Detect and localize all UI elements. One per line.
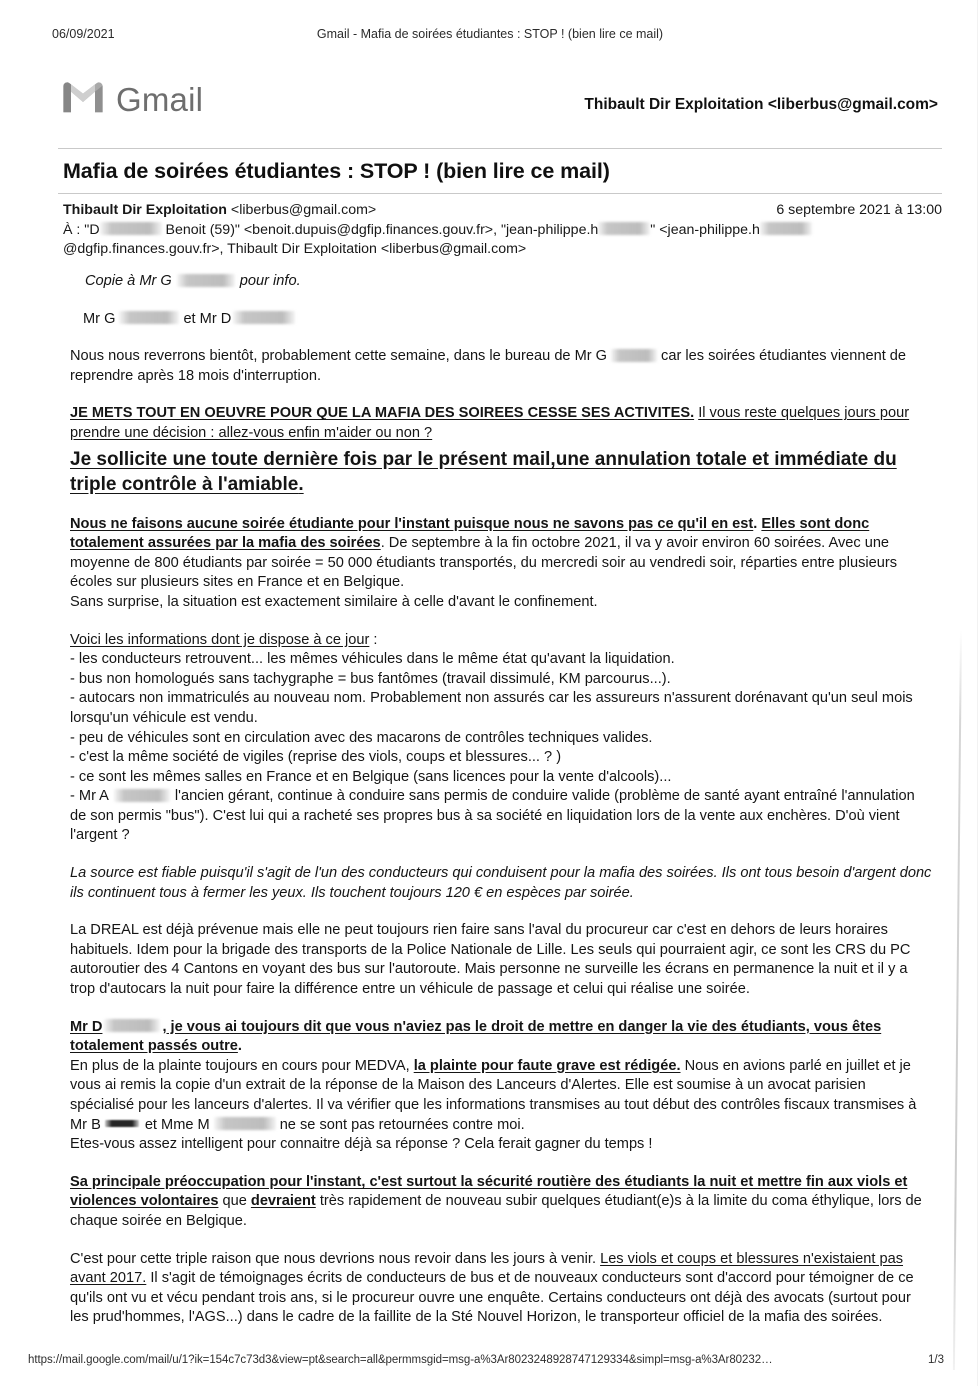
- redaction-block: [114, 789, 170, 802]
- paragraph-reunion-b: car les soirées étudiantes viennent de reprendre après 18 mois d'interruption.: [70, 348, 907, 384]
- paragraph-plainte: [70, 1057, 932, 1135]
- paragraph-dreal: La DREAL est déjà prévenue mais elle ne peut toujours rien faire sans l'aval du procureur car c'est en dehors de leurs horaires habituels. Idem pour la brigade des transports de la Police Nationale de Lille. Les seuls qui pourraient agir, ce sont les CRS du PC autoroutier des 4 Cantons en voyant des bus sur l'autoroute. Mais personne ne surveille les écrans en permanence la nuit et il y a trop d'autocars la nuit pour faire la différence entre un véhicule de passage et celui qui réalise une soirée.: [70, 922, 911, 998]
- paragraph-demande-annulation: [70, 447, 932, 497]
- paragraph-reunion-a: Nous nous reverrons bientôt, probablement cette semaine, dans le bureau de Mr G: [70, 348, 608, 365]
- redaction-block: [611, 349, 657, 362]
- to-prefix: À : "D: [63, 221, 100, 238]
- salutation-pre: Mr G: [83, 310, 116, 327]
- preoccupation-underlined: Sa principale préoccupation pour l'instant, c'est surtout la sécurité routière des étudiants la nuit et mettre fin aux viols et violences volontaires: [70, 1173, 908, 1210]
- gmail-m-logo-icon: [60, 78, 106, 119]
- statement-oeuvre: JE METS TOUT EN OEUVRE POUR QUE LA MAFIA DES SOIREES CESSE SES ACTIVITES.: [70, 405, 695, 422]
- mr-d-statement: , je vous ai toujours dit que vous n'aviez pas le droit de mettre en danger la vie des étudiants, vous êtes totalement passés outre: [70, 1018, 882, 1055]
- salutation-mid: et Mr D: [183, 310, 232, 327]
- list-intro: [70, 631, 932, 651]
- gmail-logo: [60, 78, 203, 119]
- paragraph-sans-surprise: Sans surprise, la situation est exactement similaire à celle d'avant le confinement.: [70, 593, 598, 610]
- mr-d-pre: Mr D: [70, 1018, 103, 1035]
- paragraph-mise-en-danger: [70, 1018, 932, 1057]
- copy-notice-pre: Copie à Mr G: [85, 273, 172, 289]
- demande-part-a: Je sollicite une toute dernière fois par le présent mail,: [70, 448, 556, 470]
- redaction-block: [104, 1019, 160, 1032]
- list-item-mr-a-pre: - Mr A: [70, 788, 109, 805]
- claim-rest: . De septembre à la fin octobre 2021, il va y avoir environ 60 soirées. Avec une moyenne de 800 étudiants par soirée = 50 000 étudiants transportés, du mercredi soir au vendredi soir, réparties entre plusieurs écoles sur plusieurs sites en France et en Belgique.: [70, 535, 898, 591]
- print-date: 06/09/2021: [52, 27, 115, 41]
- paragraph-soirees-assurees: [70, 515, 932, 593]
- paragraph-reunion: [70, 347, 932, 386]
- preoccupation-devraient: devraient: [250, 1193, 316, 1210]
- gmail-brand-bar: [0, 78, 980, 124]
- claim-aucune-soiree: Nous ne faisons aucune soirée étudiante pour l'instant puisque nous ne savons pas ce qu'il en est: [70, 515, 754, 532]
- list-item: [70, 787, 932, 846]
- source-url: https://mail.google.com/mail/u/1?ik=154c7c73d3&view=pt&search=all&permmsgid=msg-a%3Ar8023248928747129334&simpl=msg-a%3Ar80232…: [28, 1354, 773, 1366]
- triple-raison-a: C'est pour cette triple raison que nous devrions nous revoir dans les jours à venir.: [70, 1250, 597, 1267]
- gmail-wordmark: Gmail: [116, 81, 204, 118]
- list-item-mr-a-post: l'ancien gérant, continue à conduire sans permis de conduire valide (problème de santé ayant entraîné l'annulation de son permis "bus"). C'est lui qui a racheté ses propres bus à sa société en liquidation lors de la vente aux enchères. D'où vient l'argent ?: [70, 788, 915, 844]
- redaction-block: [760, 222, 812, 235]
- to-part-2: " <jean-philippe.h: [650, 221, 760, 238]
- account-identity: Thibault Dir Exploitation <liberbus@gmail.com>: [584, 96, 938, 113]
- triple-raison-b: Il s'agit de témoignages écrits de conducteurs de bus et de nouveaux conducteurs sont d'accord pour témoigner de ce qu'ils ont vu et vécu pendant trois ans, si le procureur ouvre une enquête. Certains conducteurs ont déjà des avocats (surtout pour les prud'hommes, l'AGS...) dans le cadre de la faillite de la Sté Nouvel Horizon, le transporteur officiel de la mafia des soirées.: [70, 1270, 914, 1326]
- triple-raison-underlined: Les viols et coups et blessures n'existaient pas avant 2017.: [70, 1250, 904, 1287]
- scan-edge-artifact: [953, 630, 962, 1370]
- recipients-line: [63, 221, 942, 260]
- claim-sep: .: [753, 515, 758, 532]
- message-body: [70, 272, 932, 1328]
- paragraph-triple-raison: [70, 1250, 932, 1328]
- print-footer: [0, 1354, 980, 1372]
- redaction-block: [177, 274, 235, 287]
- message-meta: [58, 194, 942, 260]
- plainte-part-c: et Mme M: [144, 1116, 210, 1133]
- copy-notice-post: pour info.: [239, 273, 301, 289]
- salutation-line: [78, 310, 932, 330]
- list-item: - les conducteurs retrouvent... les mêmes véhicules dans le même état qu'avant la liquidation.: [70, 651, 675, 668]
- demande-period: .: [298, 473, 304, 495]
- print-header: [0, 27, 980, 47]
- paragraph-question-reponse: Etes-vous assez intelligent pour connaitre déjà sa réponse ? Cela ferait gagner du temps !: [70, 1136, 653, 1153]
- list-item: - bus non homologués sans tachygraphe = bus fantômes (travail dissimulé, KM parcourus...).: [70, 670, 671, 687]
- list-intro-underlined: Voici les informations dont je dispose à ce jour: [70, 631, 370, 648]
- plainte-part-d: ne se sont pas retournées contre moi.: [279, 1116, 525, 1133]
- copy-notice-line: [80, 272, 932, 292]
- redaction-block: [214, 1117, 276, 1130]
- redaction-block: [100, 222, 162, 235]
- sender-name: Thibault Dir Exploitation: [63, 202, 227, 218]
- list-item: - c'est la même société de vigiles (reprise des viols, coups et blessures... ? ): [70, 749, 562, 766]
- paragraph-source-fiable: La source est fiable puisqu'il s'agit de l'un des conducteurs qui conduisent pour la mafia des soirées. Ils ont tous besoin d'argent donc ils continuent tous à fermer les yeux. Ils touchent toujours 120 € en espèces par soirée.: [70, 865, 932, 901]
- page-number: 1/3: [928, 1354, 944, 1366]
- mr-d-end: .: [237, 1038, 242, 1055]
- list-item: - autocars non immatriculés au nouveau nom. Probablement non assurés car les assureurs n'assurent dorénavant qu'un seul mois lorsqu'un véhicule est vendu.: [70, 690, 913, 726]
- list-item: - ce sont les mêmes salles en France et en Belgique (sans licences pour la vente d'alcools)...: [70, 768, 672, 785]
- list-item: - peu de véhicules sont en circulation avec des macarons de contrôles techniques valides.: [70, 729, 653, 746]
- demande-part-b: une annulation totale et immédiate du triple contrôle à l'amiable: [70, 448, 897, 495]
- message-date: 6 septembre 2021 à 13:00: [776, 202, 942, 218]
- print-page-title: Gmail - Mafia de soirées étudiantes : STOP ! (bien lire ce mail): [316, 27, 664, 41]
- redaction-block: [105, 1120, 139, 1127]
- plainte-part-a: En plus de la plainte toujours en cours pour MEDVA,: [70, 1057, 410, 1074]
- paragraph-mise-en-oeuvre: [70, 404, 932, 443]
- scan-edge-artifact-right: [977, 0, 978, 1386]
- claim-assurees-mafia: Elles sont donc totalement assurées par la mafia des soirées: [70, 515, 870, 552]
- redaction-block: [598, 222, 650, 235]
- redaction-block: [119, 311, 179, 324]
- to-part-3: @dgfip.finances.gouv.fr>, Thibault Dir Exploitation <liberbus@gmail.com>: [63, 241, 527, 257]
- sender-address: <liberbus@gmail.com>: [230, 202, 377, 218]
- message-subject: Mafia de soirées étudiantes : STOP ! (bien lire ce mail): [63, 159, 610, 183]
- preoccupation-mid: que: [218, 1193, 251, 1210]
- plainte-faute-grave: la plainte pour faute grave est rédigée.: [413, 1057, 681, 1074]
- preoccupation-rest: très rapidement de nouveau subir quelques étudiant(e)s à la limite du coma éthylique, lors de chaque soirée en Belgique.: [70, 1193, 922, 1229]
- to-part-1: Benoit (59)" <benoit.dupuis@dgfip.finances.gouv.fr>, "jean-philippe.h: [161, 221, 599, 238]
- list-intro-rest: :: [369, 631, 378, 648]
- plainte-part-b: Nous en avions parlé en juillet et je vous ai remis la copie d'un extrait de la réponse de la Maison des Lanceurs d'Alertes. Elle est soumise à un avocat parisien spécialisé pour les lanceurs d'alertes. Il va vérifier que les informations transmises au tout début des contrôles fiscaux transmises à Mr B: [70, 1057, 917, 1133]
- redaction-block: [233, 311, 295, 324]
- paragraph-preoccupation: [70, 1173, 932, 1232]
- message-header: [58, 148, 942, 260]
- statement-decision: Il vous reste quelques jours pour prendre une décision : allez-vous enfin m'aider ou non ?: [70, 405, 910, 441]
